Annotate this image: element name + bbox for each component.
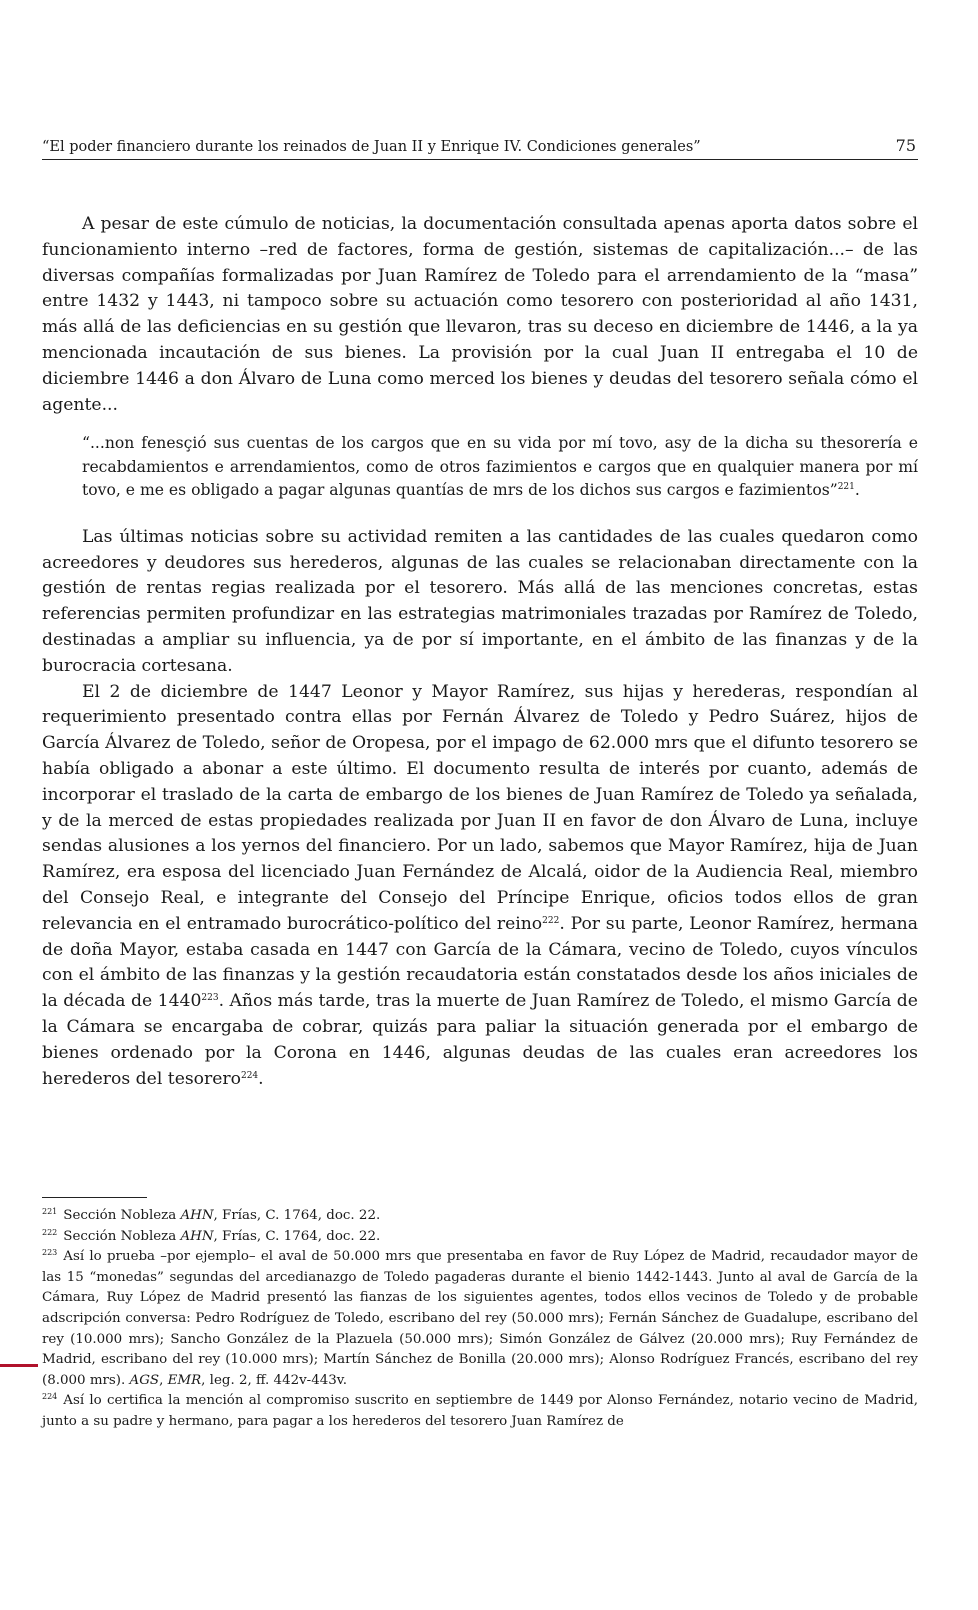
footnote-section: EMR — [167, 1372, 202, 1388]
paragraph-3-part-b: . Por su parte, Leonor Ramírez, hermana de doña Mayor, estaba casada en 1447 con García de la Cámara, vecino de Toledo, cuyos vínculos con el ámbito de las finanzas y la gestión recaudatoria están constatados desde los años iniciales de la década de 1440 — [42, 913, 918, 1012]
paragraph-1: A pesar de este cúmulo de noticias, la documentación consultada apenas aporta datos sobre el funcionamiento interno –red de factores, forma de gestión, sistemas de capitalización...– de las diversas compañías formalizadas por Juan Ramírez de Toledo para el arrendamiento de la “masa” entre 1432 y 1443, ni tampoco sobre su actuación como tesorero con posterioridad al año 1431, más allá de las deficiencias en su gestión que llevaron, tras su deceso en diciembre de 1446, a la ya mencionada incautación de sus bienes. La provisión por la cual Juan II entregaba el 10 de diciembre 1446 a don Álvaro de Luna como merced los bienes y deudas del tesorero señala cómo el agente... — [42, 214, 918, 415]
footnote-number: 224 — [42, 1392, 58, 1402]
page-number: 75 — [895, 136, 916, 155]
footnote-number: 222 — [42, 1227, 58, 1237]
footnote-separator: , — [159, 1372, 168, 1388]
footnote-221 — [42, 1206, 918, 1227]
footnote-archive: AHN — [180, 1228, 214, 1244]
footnote-ref-221[interactable]: 221 — [837, 482, 855, 493]
paragraph-2: Las últimas noticias sobre su actividad remiten a las cantidades de las cuales quedaron como acreedores y deudores sus herederos, algunas de las cuales se relacionaban directamente con la gestión de rentas regias realizada por el tesorero. Más allá de las menciones concretas, estas referencias permiten profundizar en las estrategias matrimoniales trazadas por Ramírez de Toledo, destinadas a ampliar su influencia, ya de por sí importante, en el ámbito de las finanzas y de la burocracia cortesana. — [42, 526, 918, 676]
footnote-ref-223[interactable]: 223 — [201, 993, 219, 1004]
header-title: “El poder financiero durante los reinados de Juan II y Enrique IV. Condiciones generales” — [42, 139, 701, 155]
footnote-text: Así lo certifica la mención al compromiso suscrito en septiembre de 1449 por Alonso Fernández, notario vecino de Madrid, junto a su padre y hermano, para pagar a los herederos del tesorero Juan Ramírez de — [42, 1393, 918, 1429]
paragraph-3-part-a: El 2 de diciembre de 1447 Leonor y Mayor Ramírez, sus hijas y herederas, respondían al requerimiento presentado contra ellas por Fernán Álvarez de Toledo y Pedro Suárez, hijos de García Álvarez de Toledo, señor de Oropesa, por el impago de 62.000 mrs que el difunto tesorero se había obligado a abonar a este último. El documento resulta de interés por cuanto, además de incorporar el traslado de la carta de embargo de los bienes de Juan Ramírez de Toledo ya señalada, y de la merced de estas propiedades realizada por Juan II en favor de don Álvaro de Luna, incluye sendas alusiones a los yernos del financiero. Por un lado, sabemos que Mayor Ramírez, hija de Juan Ramírez, era esposa del licenciado Juan Fernández de Alcalá, oidor de la Audiencia Real, miembro del Consejo Real, e integrante del Consejo del Príncipe Enrique, oficios todos ellos de gran relevancia en el entramado burocrático-político del reino — [42, 681, 918, 934]
main-text — [42, 212, 918, 1092]
footnote-text: , Frías, C. 1764, doc. 22. — [213, 1228, 381, 1244]
quote-end: . — [854, 481, 860, 500]
footnote-archive: AGS — [129, 1372, 160, 1388]
footnote-rule — [42, 1197, 147, 1198]
footnote-223 — [42, 1247, 918, 1391]
margin-marker — [0, 1364, 38, 1367]
footnote-number: 223 — [42, 1248, 58, 1258]
paragraph-3 — [42, 680, 918, 1093]
paragraph-3-part-d: . — [258, 1068, 264, 1089]
footnote-224 — [42, 1391, 918, 1432]
footnotes-section — [42, 1198, 918, 1433]
quote-text: “...non fenesçió sus cuentas de los cargos que en su vida por mí tovo, asy de la dicha su thesorería e recabdamientos e arrendamientos, como de otros fazimientos e cargos que en qualquier manera por mí tovo, e me es obligado a pagar algunas quantías de mrs de los dichos sus cargos e fazimientos” — [82, 434, 918, 500]
footnote-text: , Frías, C. 1764, doc. 22. — [213, 1208, 381, 1223]
footnote-ref-224[interactable]: 224 — [240, 1070, 259, 1081]
footnote-text: Así lo prueba –por ejemplo– el aval de 50.000 mrs que presentaba en favor de Ruy López de Madrid, recaudador mayor de las 15 “monedas” segundas del arcedianazgo de Toledo pagaderas durante el bienio 1442-1443. Junto al aval de García de la Cámara, Ruy López de Madrid presentó las fianzas de los siguientes agentes, todos ellos vecinos de Toledo y de probable adscripción conversa: Pedro Rodríguez de Toledo, escribano del rey (50.000 mrs); Fernán Sánchez de Guadalupe, escribano del rey (10.000 mrs); Sancho González de la Plazuela (50.000 mrs); Simón González de Gálvez (20.000 mrs); Ruy Fernández de Madrid, escribano del rey (10.000 mrs); Martín Sánchez de Bonilla (20.000 mrs); Alonso Rodríguez Francés, escribano del rey (8.000 mrs). — [42, 1249, 918, 1388]
block-quote — [82, 432, 918, 503]
footnote-ref-222[interactable]: 222 — [542, 915, 560, 926]
footnote-text: , leg. 2, ff. 442v-443v. — [201, 1372, 347, 1388]
footnote-archive: AHN — [180, 1208, 214, 1223]
footnote-number: 221 — [42, 1207, 58, 1216]
footnote-222 — [42, 1227, 918, 1248]
running-header — [42, 136, 918, 160]
paragraph-3-part-c: . Años más tarde, tras la muerte de Juan Ramírez de Toledo, el mismo García de la Cámara se encargaba de cobrar, quizás para paliar la situación generada por el embargo de bienes ordenado por la Corona en 1446, algunas deudas de las cuales eran acreedores los herederos del tesorero — [42, 991, 918, 1089]
footnote-text: Sección Nobleza — [63, 1208, 181, 1223]
footnote-text: Sección Nobleza — [63, 1228, 181, 1244]
